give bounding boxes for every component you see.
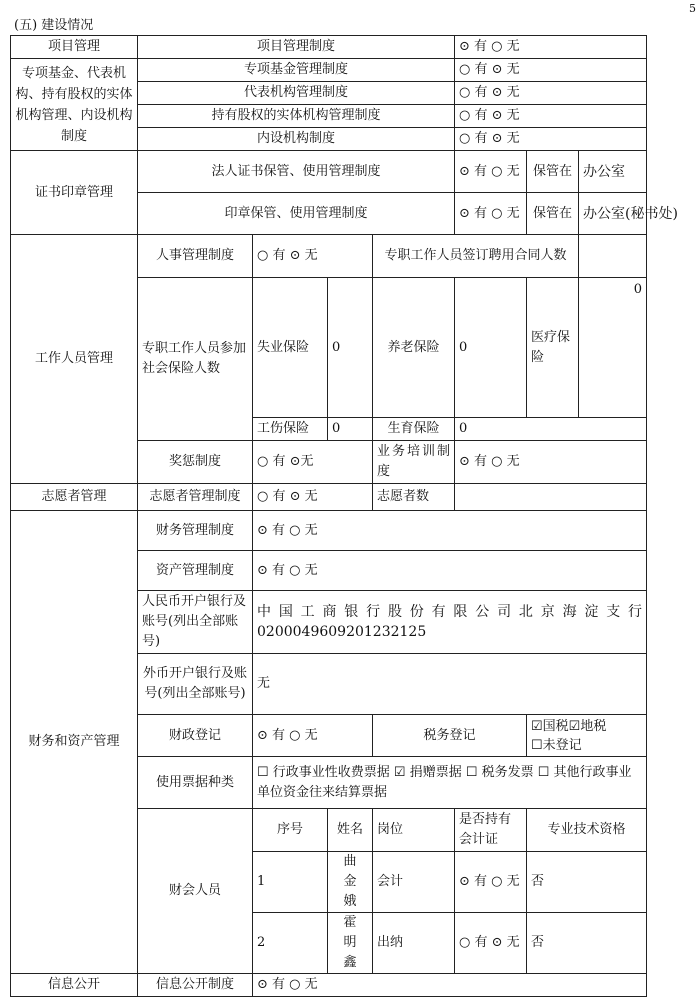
fiscal-value[interactable]: ⊙ 有 ○ 无: [253, 715, 373, 757]
reward-label: 奖惩制度: [138, 441, 253, 484]
reward-value[interactable]: ○ 有 ⊙无: [253, 441, 373, 484]
acct-post: 出纳: [373, 913, 455, 974]
volunteer-row: [11, 484, 647, 511]
fund-row: [11, 59, 647, 82]
fund-item: 内设机构制度: [138, 128, 455, 151]
fund-value[interactable]: ○ 有 ⊙ 无: [455, 105, 647, 128]
maternity-label: 生育保险: [373, 418, 455, 441]
fiscal-label: 财政登记: [138, 715, 253, 757]
acct-header: 姓名: [328, 809, 373, 852]
seal-item: 法人证书保管、使用管理制度: [138, 151, 455, 193]
hr-label: 人事管理制度: [138, 235, 253, 278]
acct-no: 1: [253, 852, 328, 913]
fx-label: 外币开户银行及账号(列出全部账号): [138, 654, 253, 715]
project-item: 项目管理制度: [138, 36, 455, 59]
volunteer-value[interactable]: ○ 有 ⊙ 无: [253, 484, 373, 511]
maternity-value: 0: [455, 418, 647, 441]
fx-value: 无: [253, 654, 647, 715]
volunteer-item: 志愿者管理制度: [138, 484, 253, 511]
fund-item: 代表机构管理制度: [138, 82, 455, 105]
medical-label: 医疗保险: [527, 278, 579, 418]
project-row: [11, 36, 647, 59]
unemployment-label: 失业保险: [253, 278, 328, 418]
seal-value[interactable]: ⊙ 有 ○ 无: [455, 193, 527, 235]
asset-value[interactable]: ⊙ 有 ○ 无: [253, 551, 647, 591]
construction-table: [10, 35, 678, 997]
acct-header: 专业技术资格: [527, 809, 647, 852]
info-item: 信息公开制度: [138, 974, 253, 997]
keeper-value: 办公室(秘书处): [579, 193, 647, 235]
acct-name: 曲金娥: [328, 852, 373, 913]
acct-header: 岗位: [373, 809, 455, 852]
training-label: 业务培训制度: [373, 441, 455, 484]
receipt-value[interactable]: ☐ 行政事业性收费票据 ☑ 捐赠票据 ☐ 税务发票 ☐ 其他行政事业单位资金往来结算票据: [253, 757, 647, 809]
page-number: 5: [689, 2, 696, 15]
injury-value: 0: [328, 418, 373, 441]
project-category: 项目管理: [11, 36, 138, 59]
injury-label: 工伤保险: [253, 418, 328, 441]
seal-item: 印章保管、使用管理制度: [138, 193, 455, 235]
acct-header: 序号: [253, 809, 328, 852]
acct-no: 2: [253, 913, 328, 974]
keeper-label: 保管在: [527, 151, 579, 193]
acct-cert[interactable]: ○ 有 ⊙ 无: [455, 913, 527, 974]
pension-value: 0: [455, 278, 527, 418]
fund-value[interactable]: ○ 有 ⊙ 无: [455, 128, 647, 151]
staff-hr-row: [11, 235, 647, 278]
acct-header: 是否持有会计证: [455, 809, 527, 852]
rmb-label: 人民币开户银行及账号(列出全部账号): [138, 591, 253, 654]
receipt-label: 使用票据种类: [138, 757, 253, 809]
contract-value: [579, 235, 647, 278]
fund-value[interactable]: ○ 有 ⊙ 无: [455, 59, 647, 82]
medical-value-cell: [579, 278, 647, 418]
keeper-value: 办公室: [579, 151, 647, 193]
acct-cert[interactable]: ⊙ 有 ○ 无: [455, 852, 527, 913]
volunteer-count-value: [455, 484, 647, 511]
info-value[interactable]: ⊙ 有 ○ 无: [253, 974, 647, 997]
medical-value: 0: [633, 282, 643, 297]
finance-row: [11, 511, 647, 551]
rmb-value: [253, 591, 647, 654]
seal-row: [11, 151, 647, 193]
seal-value[interactable]: ⊙ 有 ○ 无: [455, 151, 527, 193]
volunteer-category: 志愿者管理: [11, 484, 138, 511]
pension-label: 养老保险: [373, 278, 455, 418]
acct-name: 霍明鑫: [328, 913, 373, 974]
unemployment-value: 0: [328, 278, 373, 418]
info-category: 信息公开: [11, 974, 138, 997]
hr-value[interactable]: ○ 有 ⊙ 无: [253, 235, 373, 278]
project-value[interactable]: ⊙ 有 ○ 无: [455, 36, 647, 59]
fund-value[interactable]: ○ 有 ⊙ 无: [455, 82, 647, 105]
seal-category: 证书印章管理: [11, 151, 138, 235]
rmb-bank: 中国工商银行股份有限公司北京海淀支行: [257, 604, 643, 620]
asset-label: 资产管理制度: [138, 551, 253, 591]
keeper-label: 保管在: [527, 193, 579, 235]
training-value[interactable]: ⊙ 有 ○ 无: [455, 441, 647, 484]
acct-post: 会计: [373, 852, 455, 913]
finance-category: 财务和资产管理: [11, 511, 138, 974]
tax-label: 税务登记: [373, 715, 527, 757]
acct-qual: 否: [527, 852, 647, 913]
fund-item: 持有股权的实体机构管理制度: [138, 105, 455, 128]
tax-value-line1: ☑国税☑地税: [531, 718, 607, 734]
tax-value[interactable]: [527, 715, 647, 757]
fin-value[interactable]: ⊙ 有 ○ 无: [253, 511, 647, 551]
section-title: (五) 建设情况: [14, 18, 94, 33]
acct-label: 财会人员: [138, 809, 253, 974]
fund-category: 专项基金、代表机构、持有股权的实体机构管理、内设机构制度: [11, 59, 138, 151]
contract-label: 专职工作人员签订聘用合同人数: [373, 235, 579, 278]
volunteer-count-label: 志愿者数: [373, 484, 455, 511]
tax-value-line2: ☐未登记: [531, 737, 582, 753]
info-row: [11, 974, 647, 997]
acct-qual: 否: [527, 913, 647, 974]
rmb-account: 0200049609201232125: [257, 624, 427, 640]
fund-item: 专项基金管理制度: [138, 59, 455, 82]
staff-category: 工作人员管理: [11, 235, 138, 484]
insurance-label: 专职工作人员参加社会保险人数: [138, 278, 253, 441]
fin-label: 财务管理制度: [138, 511, 253, 551]
